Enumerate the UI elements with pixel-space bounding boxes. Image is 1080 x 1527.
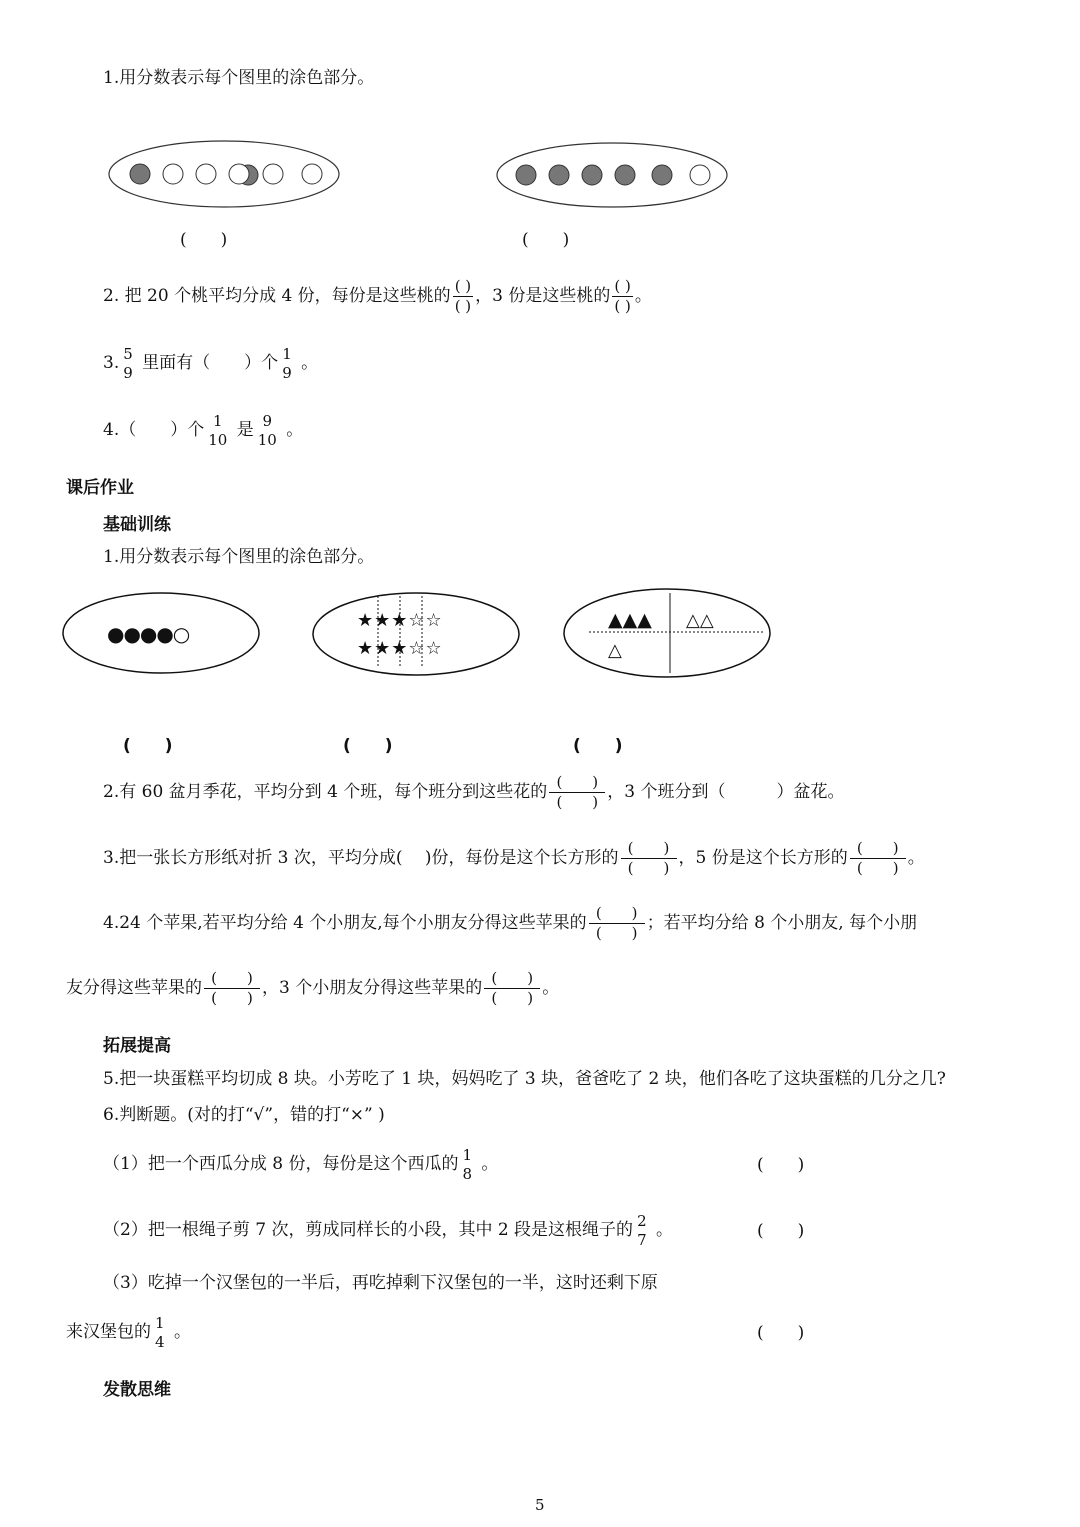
answer-blank-2a[interactable]: ( )	[123, 736, 173, 756]
basic-training-heading: 基础训练	[103, 515, 171, 535]
dots-figure-text: ●●●●○	[107, 622, 190, 646]
fraction-1-10: 1 10	[208, 411, 228, 449]
fraction-blank[interactable]: $\frac{( )}{( )}$	[589, 906, 645, 941]
basic-q2-line: 2.有 60 盆月季花，平均分到 4 个班，每个班分到这些花的 $\frac{( )}{( )}$ ，3 个班分到（ ）盆花。	[103, 773, 845, 811]
fraction-1-8: 1 8	[462, 1145, 472, 1183]
answer-blank-1a[interactable]: ( )	[180, 230, 228, 250]
extend-heading: 拓展提高	[103, 1036, 171, 1056]
fraction-1-9: 1 9	[282, 344, 292, 382]
basic-q1-text: 1.用分数表示每个图里的涂色部分。	[103, 547, 375, 567]
judge-1-line: （1）把一个西瓜分成 8 份，每份是这个西瓜的 1 8 。	[103, 1145, 499, 1183]
fraction-9-10: 9 10	[257, 411, 277, 449]
fraction-blank[interactable]: $\frac{( )}{( )}$	[454, 277, 472, 315]
triangle-unshaded-bottom: △	[608, 640, 622, 661]
fraction-5-9: 5 9	[123, 344, 133, 382]
answer-blank-1b[interactable]: ( )	[522, 230, 570, 250]
basic-q4-line2: 友分得这些苹果的 $\frac{( )}{( )}$ ，3 个小朋友分得这些苹果的 $\frac{( )}{( )}$ 。	[66, 969, 560, 1007]
fraction-blank[interactable]: $\frac{( )}{( )}$	[549, 775, 605, 810]
fraction-blank[interactable]: $\frac{( )}{( )}$	[614, 277, 631, 315]
fraction-2-7: 2 7	[637, 1211, 647, 1249]
answer-blank-2b[interactable]: ( )	[343, 736, 393, 756]
page-number: 5	[535, 1496, 545, 1514]
basic-q3-line: 3.把一张长方形纸对折 3 次，平均分成( )份，每份是这个长方形的 $\frac{( )}{( )}$ ，5 份是这个长方形的 $\frac{( )}{( )}$ 。	[103, 839, 925, 877]
q1-text: 1.用分数表示每个图里的涂色部分。	[103, 68, 375, 88]
figure-oval-triangles	[563, 588, 773, 678]
homework-heading: 课后作业	[66, 478, 134, 498]
figure-oval-circles-2	[496, 142, 728, 210]
judge-2-line: （2）把一根绳子剪 7 次，剪成同样长的小段，其中 2 段是这根绳子的 2 7 。	[103, 1211, 674, 1249]
stars-row-2: ★★★☆☆	[357, 638, 443, 659]
answer-blank-2c[interactable]: ( )	[573, 736, 623, 756]
judge-3-line2: 来汉堡包的 1 4 。	[66, 1313, 191, 1351]
figure-oval-stars	[312, 592, 522, 678]
stars-row-1: ★★★☆☆	[357, 610, 443, 631]
judge-2-blank[interactable]: ( )	[757, 1221, 805, 1241]
q3-line: 3. 5 9 里面有（ ）个 1 9 。	[103, 344, 319, 382]
fraction-blank[interactable]: $\frac{( )}{( )}$	[850, 841, 906, 876]
basic-q4-line1: 4.24 个苹果,若平均分给 4 个小朋友,每个小朋友分得这些苹果的 $\frac{( )}{( )}$ ；若平均分给 8 个小朋友, 每个小朋	[103, 904, 918, 942]
judge-3-blank[interactable]: ( )	[757, 1323, 805, 1343]
circle-row-1	[125, 160, 335, 190]
judge-3-line1: （3）吃掉一个汉堡包的一半后，再吃掉剩下汉堡包的一半，这时还剩下原	[103, 1273, 658, 1293]
extend-q5-text: 5.把一块蛋糕平均切成 8 块。小芳吃了 1 块，妈妈吃了 3 块，爸爸吃了 2 块，他们各吃了这块蛋糕的几分之几?	[103, 1069, 946, 1089]
triangles-shaded: ▲▲▲	[608, 609, 652, 631]
q2-line: 2. 把 20 个桃平均分成 4 份，每份是这些桃的 $\frac{( )}{( )}$ ，3 份是这些桃的 $\frac{( )}{( )}$ 。	[103, 277, 652, 315]
fraction-blank[interactable]: $\frac{( )}{( )}$	[204, 971, 260, 1006]
q2-text: 2. 把 20 个桃平均分成 4 份，每份是这些桃的	[103, 286, 451, 306]
fraction-blank[interactable]: $\frac{( )}{( )}$	[484, 971, 540, 1006]
triangles-unshaded-top: △△	[686, 610, 714, 631]
extend-q6-text: 6.判断题。(对的打“√”，错的打“×” )	[103, 1105, 385, 1125]
fraction-1-4: 1 4	[155, 1313, 165, 1351]
q4-line: 4.（ ）个 1 10 是 9 10 。	[103, 411, 304, 449]
diverge-heading: 发散思维	[103, 1380, 171, 1400]
fraction-blank[interactable]: $\frac{( )}{( )}$	[621, 841, 677, 876]
judge-1-blank[interactable]: ( )	[757, 1155, 805, 1175]
